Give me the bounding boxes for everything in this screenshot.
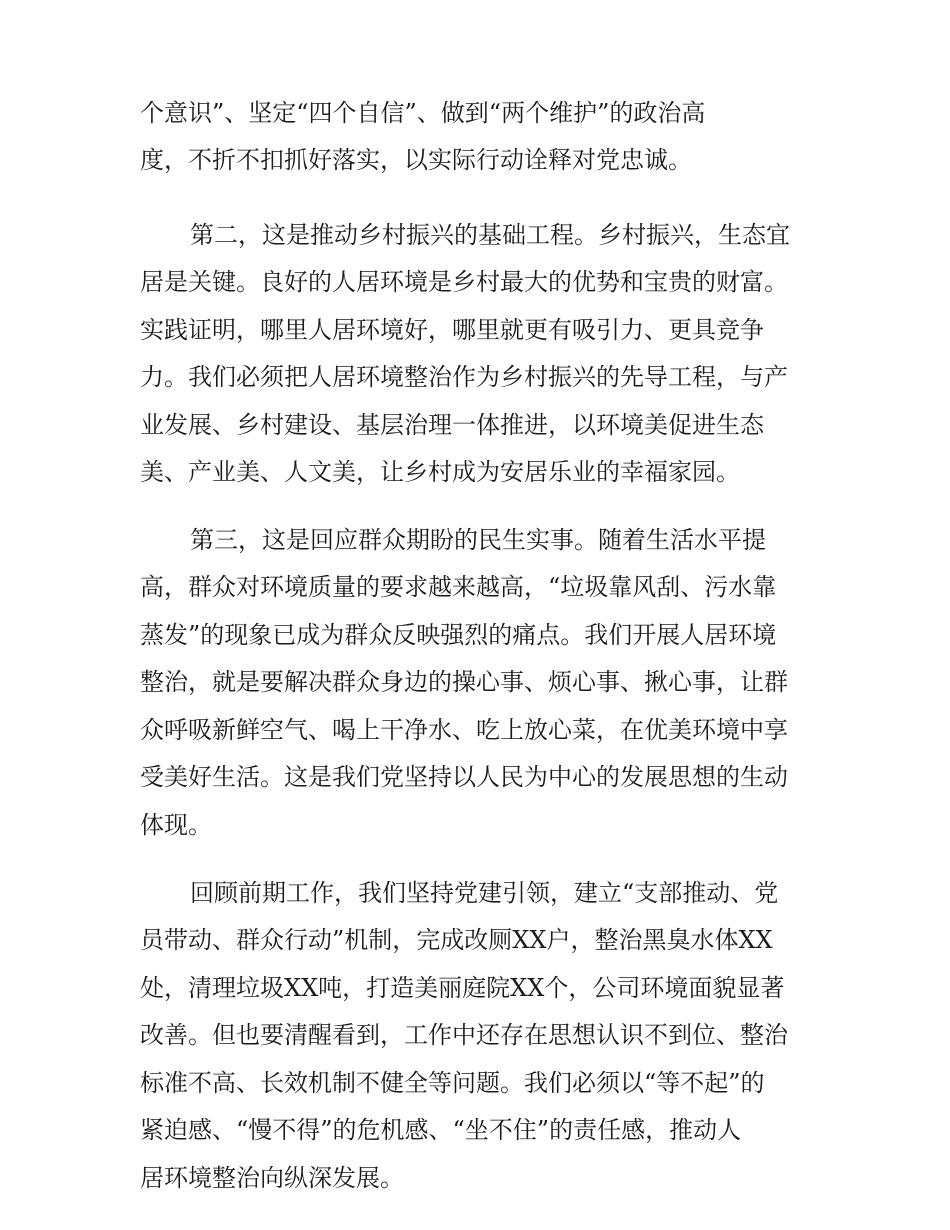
paragraph-4-line-4	[0, 1011, 950, 1059]
paragraph-3-line-7	[0, 801, 950, 849]
paragraph-4-line-5	[0, 1059, 950, 1107]
text-line: 居环境整治向纵深发展。	[140, 1164, 404, 1192]
text-line: 受美好生活。这是我们党坚持以人民为中心的发展思想的生动	[140, 763, 788, 791]
text-line: 第三，这是回应群众期盼的民生实事。随着生活水平提	[190, 526, 766, 554]
text-line: 个意识”、坚定“四个自信”、做到“两个维护”的政治高	[140, 99, 706, 127]
text-line: 处，清理垃圾XX吨，打造美丽庭院XX个，公司环境面貌显著	[140, 974, 785, 1002]
paragraph-1-line-2	[0, 136, 950, 184]
paragraph-3-line-4	[0, 658, 950, 706]
text-line: 蒸发”的现象已成为群众反映强烈的痛点。我们开展人居环境	[140, 621, 777, 649]
paragraph-3-line-6	[0, 753, 950, 801]
paragraph-2-line-4	[0, 353, 950, 401]
paragraph-2-line-6	[0, 448, 950, 496]
paragraph-2-line-5	[0, 401, 950, 449]
paragraph-4-line-7	[0, 1154, 950, 1202]
paragraph-2-line-3	[0, 306, 950, 354]
text-line: 标准不高、长效机制不健全等问题。我们必须以“等不起”的	[140, 1069, 765, 1097]
paragraph-4-line-1	[0, 869, 950, 917]
paragraph-3-line-1	[0, 516, 950, 564]
text-line: 改善。但也要清醒看到，工作中还存在思想认识不到位、整治	[140, 1021, 788, 1049]
paragraph-2-line-1	[0, 211, 950, 259]
paragraph-2-line-2	[0, 258, 950, 306]
text-line: 整治，就是要解决群众身边的操心事、烦心事、揪心事，让群	[140, 668, 788, 696]
text-line: 业发展、乡村建设、基层治理一体推进，以环境美促进生态	[140, 411, 764, 439]
text-line: 回顾前期工作，我们坚持党建引领，建立“支部推动、党	[190, 879, 779, 907]
text-line: 居是关键。良好的人居环境是乡村最大的优势和宝贵的财富。	[140, 268, 788, 296]
text-line: 员带动、群众行动”机制，完成改厕XX户，整治黑臭水体XX	[140, 926, 773, 954]
text-line: 紧迫感、“慢不得”的危机感、“坐不住”的责任感，推动人	[140, 1116, 742, 1144]
text-line: 力。我们必须把人居环境整治作为乡村振兴的先导工程，与产	[140, 363, 788, 391]
text-line: 高，群众对环境质量的要求越来越高，“垃圾靠风刮、污水靠	[140, 573, 777, 601]
paragraph-3-line-3	[0, 611, 950, 659]
text-line: 美、产业美、人文美，让乡村成为安居乐业的幸福家园。	[140, 458, 740, 486]
paragraph-3-line-5	[0, 706, 950, 754]
paragraph-3-line-2	[0, 563, 950, 611]
paragraph-4-line-2	[0, 916, 950, 964]
text-line: 第二，这是推动乡村振兴的基础工程。乡村振兴，生态宜	[190, 221, 790, 249]
text-line: 众呼吸新鲜空气、喝上干净水、吃上放心菜，在优美环境中享	[140, 716, 788, 744]
text-line: 体现。	[140, 811, 212, 839]
text-line: 实践证明，哪里人居环境好，哪里就更有吸引力、更具竞争	[140, 316, 764, 344]
paragraph-4-line-6	[0, 1106, 950, 1154]
paragraph-4-line-3	[0, 964, 950, 1012]
text-line: 度，不折不扣抓好落实，以实际行动诠释对党忠诚。	[140, 146, 692, 174]
paragraph-1-line-1	[0, 89, 950, 137]
